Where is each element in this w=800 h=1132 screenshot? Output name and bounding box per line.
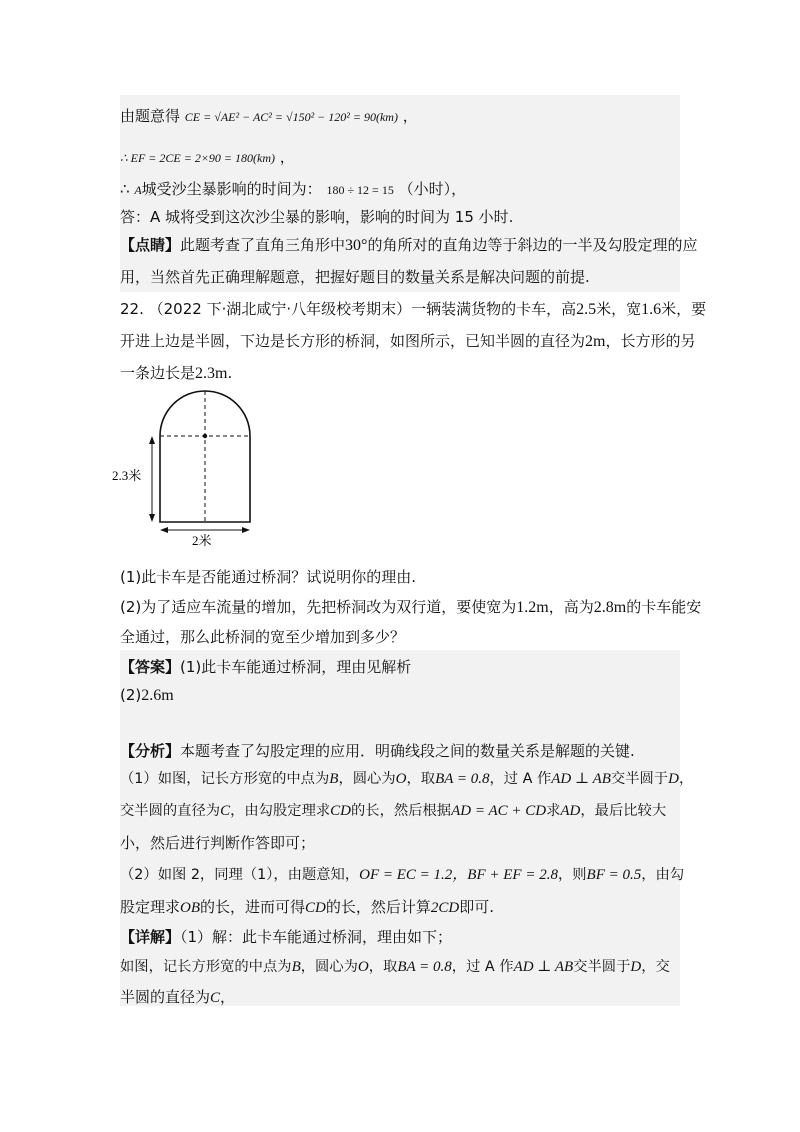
analysis-line-6 [120,896,494,919]
text: 如图，记长方形宽的中点为 [120,959,292,975]
detail-line-1 [120,926,452,948]
var: O [357,959,369,975]
text: 股定理求 [120,898,181,916]
text: ，由勾 [641,867,685,883]
text: 的长，然后计算 [325,898,431,916]
answer-line-2 [120,684,174,707]
text: 用，当然首先正确理解题意，把握好题目的数量关系是解决问题的前提. [120,268,590,286]
text: 城受沙尘暴影响的时间为： [141,180,322,198]
text: ，由勾股定理求 [230,803,331,819]
text: ，最后比较大 [580,803,667,819]
center-dot [203,434,207,438]
var: O [395,771,407,787]
text: ， [220,988,236,1006]
text: ，则 [557,867,587,883]
text: 的长，进而可得 [200,898,306,916]
solution-line-6 [120,266,590,288]
part-1 [120,566,416,588]
value-side: 2.3m [195,365,228,382]
text: 本题考查了勾股定理的应用．明确线段之间的数量关系是解题的关键. [180,742,635,760]
question-line-3 [120,362,232,385]
question-line-1 [120,298,706,321]
text: （小时）， [398,180,467,198]
text: 即可. [459,898,495,916]
text: （1）解：此卡车能通过桥洞，理由如下； [180,928,453,946]
var: C [220,803,231,819]
text: 答：A 城将受到这次沙尘暴的影响，影响的时间为 15 小时. [120,208,514,226]
answer-line-1 [120,656,411,678]
text: （2）如图 2，同理（1），由题意知， [120,867,360,883]
analysis-line-5 [120,864,684,886]
formula-time: 180 ÷ 12 = 15 [326,183,394,197]
text: ，圆心为 [300,959,358,975]
formula: AD ⊥ AB [513,959,574,975]
formula-ce: CE = √AE² − AC² = √150² − 120² = 90(km) [184,110,398,124]
value-height: 2.5 [576,301,597,318]
width-arrow-left [160,527,168,533]
analysis-label: 【分析】 [120,742,181,760]
text: 的长，然后根据 [351,803,452,819]
text: （1）如图，记长方形宽的中点为 [120,771,330,787]
city-letter: A [134,183,142,197]
text: ，长方形的另 [605,332,696,350]
text: 小，然后进行判断作答即可； [120,834,316,852]
analysis-line-2 [120,768,693,790]
text: (1)此卡车是否能通过桥洞？试说明你的理由. [120,568,417,586]
var: CD [305,900,326,916]
width-arrow-right [242,527,250,533]
var: C [210,990,221,1006]
solution-line-1 [120,105,418,128]
text: ∴ [120,180,130,198]
detail-line-2 [120,956,670,978]
value-height-2: 2.8m [593,599,627,616]
text: ，取 [406,771,436,787]
text: 米，要 [661,300,707,318]
part-2-cont [120,626,405,648]
answer-value: 2.6m [141,687,174,704]
formula: OF = EC = 1.2，BF + EF = 2.8 [359,867,558,883]
question-source: （2022 下·湖北咸宁·八年级校考期末） [148,300,412,318]
text: ，交 [641,959,670,975]
height-label: 2.3米 [112,468,142,483]
text: ，取 [368,959,398,975]
solution-line-4 [120,206,513,228]
width-label: 2米 [192,533,212,548]
height-arrow-bottom [149,514,155,522]
text: 米，宽 [596,300,642,318]
text: ，圆心为 [338,771,396,787]
detail-line-3 [120,986,235,1009]
text: 交半圆于 [573,959,631,975]
formula: 2CD [430,900,460,916]
var: B [291,959,301,975]
formula: BA = 0.8 [397,959,452,975]
formula: BF = 0.5 [586,867,642,883]
analysis-line-3 [120,800,666,822]
question-line-2 [120,330,695,353]
part-2 [120,596,701,619]
text: 一辆装满货物的卡车，高 [411,300,577,318]
text: 的卡车能安 [626,598,702,616]
var: CD [330,803,352,819]
var: D [630,959,642,975]
var: AD [560,803,581,819]
text: (2)为了适应车流量的增加，先把桥洞改为双行道，要使宽为 [120,598,517,616]
text: 交半圆于 [610,771,669,787]
formula: AD ⊥ AB [551,771,611,787]
formula: AD = AC + CD [451,803,547,819]
text: . [227,364,233,382]
answer-label: 【答案】 [120,658,181,676]
var: B [329,771,339,787]
value-width: 1.6 [641,301,662,318]
text: 求 [546,803,561,819]
text: 交半圆的直径为 [120,803,221,819]
text: ，过 A 作 [451,959,514,975]
detail-label: 【详解】 [120,928,181,946]
text: 一条边长是 [120,364,196,382]
analysis-line-1 [120,740,635,762]
text: ，过 A 作 [489,771,552,787]
bridge-figure [110,390,270,550]
text: ， [402,107,418,125]
height-arrow-top [149,436,155,444]
value-diameter: 2m [585,333,606,350]
formula: BA = 0.8 [435,771,490,787]
var: D [668,771,679,787]
text: ，高为 [548,598,594,616]
solution-line-2 [120,146,295,169]
text: ， [279,148,295,166]
text: 的角所对的直角边等于斜边的一半及勾股定理的应 [367,236,698,254]
text: 开进上边是半圆，下边是长方形的桥洞，如图所示，已知半圆的直径为 [120,332,586,350]
value-width-2: 1.2m [516,599,549,616]
solution-line-5 [120,234,697,257]
text: (2) [120,686,142,704]
angle-30: 30° [345,237,368,254]
text: 半圆的直径为 [120,988,211,1006]
text: 此题考查了直角三角形中 [180,236,346,254]
var: OB [180,900,201,916]
note-label: 【点睛】 [120,236,181,254]
analysis-line-4 [120,832,315,854]
text: 全通过，那么此桥洞的宽至少增加到多少？ [120,628,406,646]
text: (1)此卡车能通过桥洞，理由见解析 [180,658,412,676]
text: ， [678,771,694,787]
answer-shade [120,650,680,1006]
formula-ef: ∴ EF = 2CE = 2×90 = 180(km) [120,151,276,165]
question-number: 22. [120,300,144,318]
solution-line-3 [120,178,466,201]
text: 由题意得 [120,107,181,125]
